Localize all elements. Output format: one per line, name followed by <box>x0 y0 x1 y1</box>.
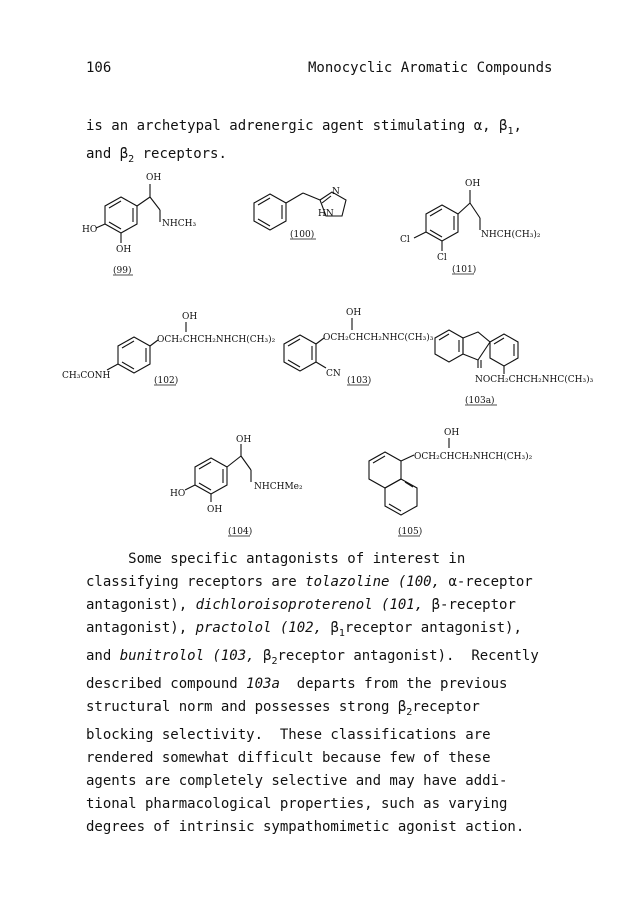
atom-label: Cl <box>400 235 410 245</box>
text-line: structural norm and possesses strong β <box>86 699 407 715</box>
text-line: blocking selectivity. These classifications are <box>86 727 491 743</box>
text-line: α-receptor <box>440 574 533 590</box>
drug-name: bunitrolol (103, <box>119 648 255 664</box>
atom-label: NHCH(CH₃)₂ <box>481 230 541 240</box>
text-line: Some specific antagonists of interest in <box>86 551 466 567</box>
chemical-structures-figure <box>0 170 639 540</box>
intro-subscript: 1 <box>507 126 514 137</box>
atom-label: OCH₂CHCH₂NHCH(CH₃)₂ <box>414 452 533 462</box>
structure-105 <box>369 428 533 537</box>
compound-label: (103a) <box>465 396 495 406</box>
atom-label: NHCHMe₂ <box>254 482 303 492</box>
atom-label: OH <box>346 308 362 318</box>
atom-label: OH <box>182 312 198 322</box>
text-line: degrees of intrinsic sympathomimetic agonist action. <box>86 819 525 835</box>
text-line: β-receptor <box>423 597 516 613</box>
intro-subscript: 2 <box>128 154 135 165</box>
compound-label: (101) <box>452 265 477 275</box>
structure-100 <box>254 187 346 240</box>
text-line: classifying receptors are <box>86 574 306 590</box>
atom-label: OCH₂CHCH₂NHC(CH₃)₃ <box>323 333 434 343</box>
structure-103a <box>435 330 594 406</box>
text-line: described compound <box>86 676 247 692</box>
text-line: departs from the previous <box>279 676 508 692</box>
atom-label: OCH₂CHCH₂NHCH(CH₃)₂ <box>157 335 276 345</box>
text-line: β <box>322 620 339 636</box>
text-line: receptor antagonist), <box>344 620 522 636</box>
intro-paragraph <box>86 115 522 171</box>
compound-label: (104) <box>228 527 253 537</box>
text-line: agents are completely selective and may have addi- <box>86 773 508 789</box>
intro-text: receptors. <box>134 146 227 162</box>
subscript: 2 <box>271 656 278 667</box>
subscript: 2 <box>406 707 413 718</box>
text-line: β <box>254 648 272 664</box>
structure-103 <box>284 308 434 386</box>
structure-102 <box>62 312 276 386</box>
subscript: 1 <box>338 628 345 639</box>
atom-label: OH <box>146 173 162 183</box>
body-paragraph <box>86 548 539 839</box>
intro-text: , <box>513 118 522 134</box>
structure-101 <box>400 179 541 275</box>
compound-label: (103) <box>347 376 372 386</box>
intro-text: and β <box>86 146 129 162</box>
atom-label: OH <box>444 428 460 438</box>
running-head: Monocyclic Aromatic Compounds <box>308 60 553 76</box>
compound-label: (100) <box>290 230 315 240</box>
drug-name: practolol (102, <box>195 620 323 636</box>
compound-ref: 103a <box>246 676 280 692</box>
text-line: rendered somewhat difficult because few of these <box>86 750 491 766</box>
atom-label: Cl <box>437 253 447 263</box>
atom-label: NHCH₃ <box>162 219 197 229</box>
text-line: and <box>86 648 120 664</box>
atom-label: N <box>332 187 340 197</box>
compound-label: (105) <box>398 527 423 537</box>
text-line: tional pharmacological properties, such as varying <box>86 796 508 812</box>
atom-label: OH <box>465 179 481 189</box>
structure-104 <box>170 435 303 537</box>
compound-label: (102) <box>154 376 179 386</box>
atom-label: OH <box>116 245 132 255</box>
structure-99 <box>82 173 196 276</box>
atom-label: OH <box>207 505 223 515</box>
text-line: receptor antagonist). Recently <box>277 648 539 664</box>
atom-label: HO <box>82 225 98 235</box>
atom-label: HN <box>318 209 334 219</box>
atom-label: CN <box>326 369 341 379</box>
text-line: receptor <box>412 699 480 715</box>
text-line: antagonist), <box>86 597 196 613</box>
compound-label: (99) <box>113 266 132 276</box>
intro-text: is an archetypal adrenergic agent stimulating α, β <box>86 118 508 134</box>
drug-name: tolazoline (100, <box>305 574 441 590</box>
atom-label: HO <box>170 489 186 499</box>
drug-name: dichloroisoproterenol (101, <box>195 597 424 613</box>
atom-label: OH <box>236 435 252 445</box>
text-line: antagonist), <box>86 620 196 636</box>
atom-label: CH₃CONH <box>62 371 111 381</box>
page-number: 106 <box>86 60 112 76</box>
atom-label: NOCH₂CHCH₂NHC(CH₃)₃ <box>475 375 594 385</box>
